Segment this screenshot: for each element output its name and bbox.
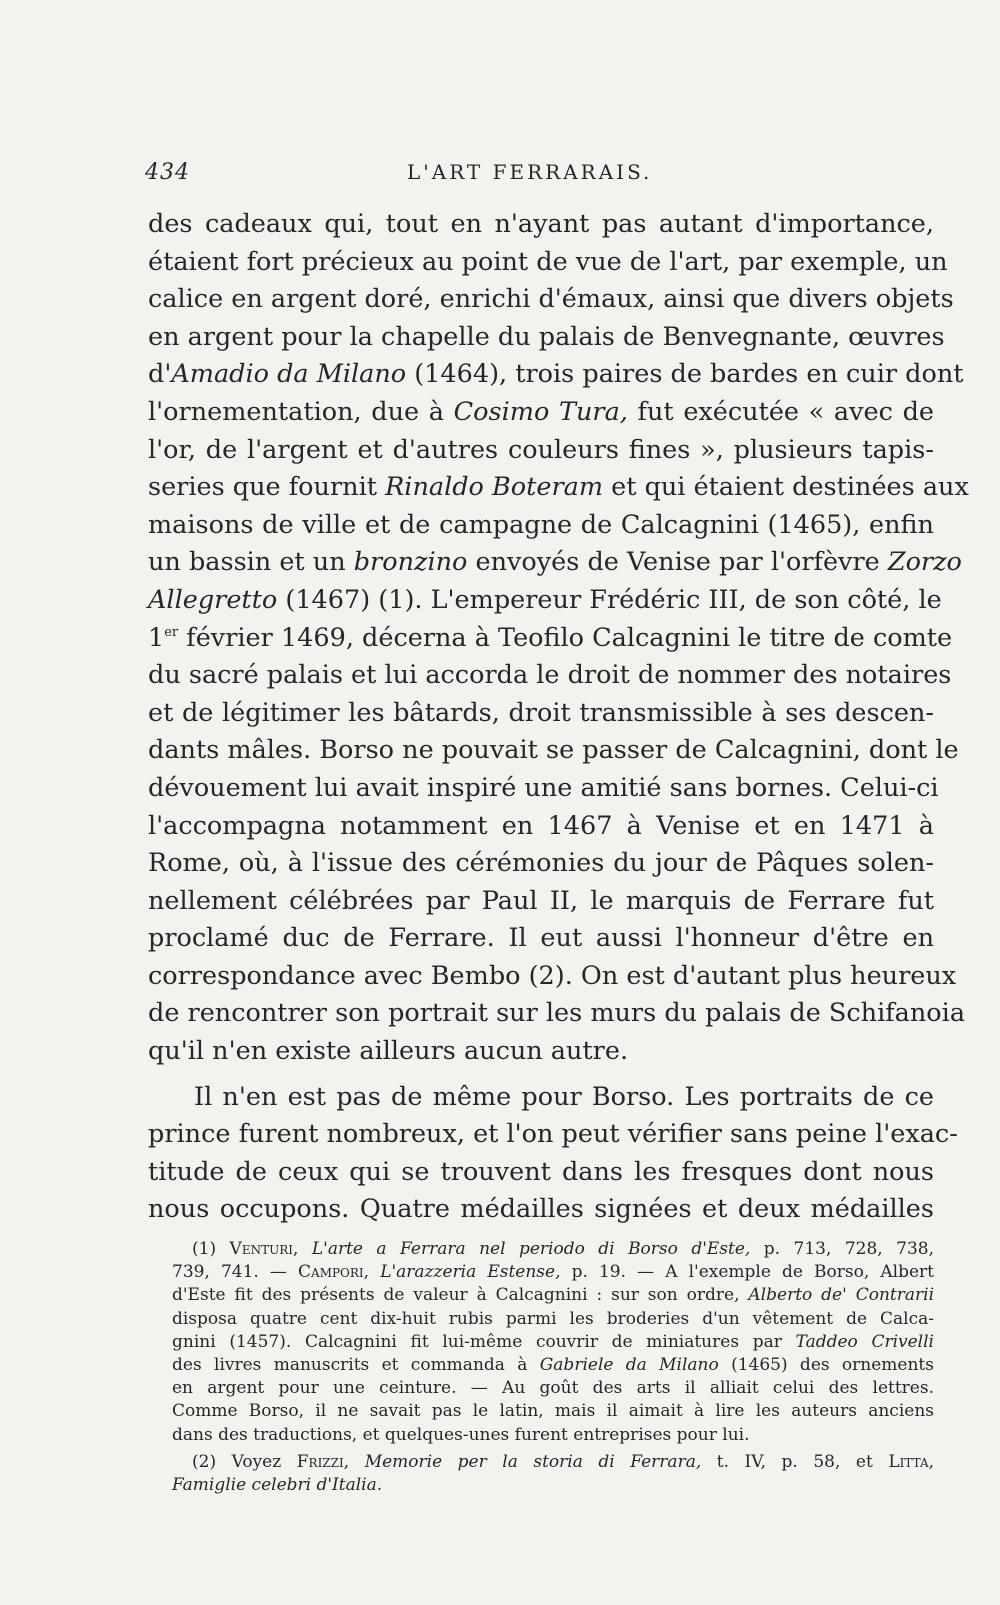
page-number: 434: [145, 160, 190, 185]
text-line: l'accompagna notamment en 1467 à Venise et en 1471 à: [148, 810, 934, 841]
running-title: L'ART FERRARAIS.: [407, 160, 653, 184]
footnote-line: des livres manuscrits et commanda à Gabriele da Milano (1465) des ornements: [172, 1355, 934, 1376]
main-text: [148, 206, 969, 1229]
footnote-line: (1) Venturi, L'arte a Ferrara nel periodo di Borso d'Este, p. 713, 728, 738,: [192, 1239, 935, 1259]
ordinal-suffix: er: [164, 624, 179, 640]
text-line: prince furent nombreux, et l'on peut vérifier sans peine l'exac-: [148, 1119, 958, 1150]
book-title: L'arazzeria Estense,: [380, 1262, 561, 1283]
text-line: maisons de ville et de campagne de Calcagnini (1465), enfin: [148, 509, 934, 540]
text-line: correspondance avec Bembo (2). On est d'autant plus heureux: [148, 960, 957, 991]
footnote-line: Comme Borso, il ne savait pas le latin, mais il aimait à lire les auteurs anciens: [172, 1401, 934, 1422]
footnote-line: [172, 1474, 934, 1497]
text-line: Allegretto (1467) (1). L'empereur Frédéric III, de son côté, le: [148, 584, 942, 615]
italic-name: Amadio da Milano: [171, 359, 407, 390]
text-line: étaient fort précieux au point de vue de l'art, par exemple, un: [148, 246, 948, 277]
text-line: dévouement lui avait inspiré une amitié sans bornes. Celui-ci: [148, 772, 939, 803]
text-line: de rencontrer son portrait sur les murs du palais de Schifanoia: [148, 998, 966, 1029]
book-title: Famiglie celebri d'Italia.: [172, 1475, 383, 1496]
text-line: du sacré palais et lui accorda le droit de nommer des notaires: [148, 660, 952, 691]
italic-name: Alberto de' Contrarii: [748, 1285, 935, 1306]
text-line: series que fournit Rinaldo Boteram et qui étaient destinées aux: [148, 472, 969, 503]
italic-name: Taddeo Crivelli: [795, 1331, 934, 1352]
text-line: nellement célébrées par Paul II, le marquis de Ferrare fut: [148, 885, 934, 916]
text-line: Rome, où, à l'issue des cérémonies du jour de Pâques solen-: [148, 848, 934, 879]
ordinal-number: 1: [148, 622, 165, 653]
author-name: Litta: [888, 1451, 929, 1472]
italic-name: Allegretto: [148, 584, 278, 615]
text-line: Il n'en est pas de même pour Borso. Les portraits de ce: [194, 1081, 934, 1112]
book-title: L'arte a Ferrara nel periodo di Borso d'Este,: [311, 1239, 751, 1259]
text-line: l'ornementation, due à Cosimo Tura, fut exécutée « avec de: [148, 396, 934, 427]
footnote-line: dans des traductions, et quelques-unes furent entreprises pour lui.: [172, 1424, 750, 1445]
page-header: [145, 160, 935, 190]
author-name: Frizzi: [296, 1451, 344, 1472]
italic-name: Gabriele da Milano: [539, 1355, 719, 1376]
book-title: Memorie per la storia di Ferrara,: [364, 1451, 702, 1472]
text-line: et de légitimer les bâtards, droit transmissible à ses descen-: [148, 697, 934, 728]
italic-name: Cosimo Tura,: [453, 396, 628, 427]
author-name: Venturi: [229, 1239, 293, 1259]
text-line: en argent pour la chapelle du palais de Benvegnante, œuvres: [148, 321, 945, 352]
footnote-line: (2) Voyez Frizzi, Memorie per la storia di Ferrara, t. IV, p. 58, et Litta,: [192, 1451, 935, 1472]
footnote-line: disposa quatre cent dix-huit rubis parmi les broderies d'un vêtement de Calca-: [172, 1308, 934, 1329]
text-line: des cadeaux qui, tout en n'ayant pas autant d'importance,: [148, 209, 934, 239]
footnote-line: gnini (1457). Calcagnini fit lui-même couvrir de miniatures par Taddeo Crivelli: [172, 1331, 934, 1352]
text-line: calice en argent doré, enrichi d'émaux, ainsi que divers objets: [148, 284, 954, 315]
footnote-line: 739, 741. — Campori, L'arazzeria Estense, p. 19. — A l'exemple de Borso, Albert: [172, 1262, 934, 1283]
author-name: Campori: [298, 1262, 364, 1283]
text-line: proclamé duc de Ferrare. Il eut aussi l'honneur d'être en: [148, 923, 934, 954]
text-line: dants mâles. Borso ne pouvait se passer de Calcagnini, dont le: [148, 735, 959, 766]
footnote-line: en argent pour une ceinture. — Au goût des arts il alliait celui des lettres.: [172, 1378, 934, 1399]
footnotes: [172, 1238, 934, 1497]
text-line: d'Amadio da Milano (1464), trois paires de bardes en cuir dont: [148, 359, 964, 390]
text-line: titude de ceux qui se trouvent dans les fresques dont nous: [148, 1156, 934, 1187]
italic-name: Zorzo: [887, 547, 962, 578]
text-line: nous occupons. Quatre médailles signées et deux médailles: [148, 1194, 934, 1225]
text-line: qu'il n'en existe ailleurs aucun autre.: [148, 1036, 629, 1067]
text-line: un bassin et un bronzino envoyés de Venise par l'orfèvre Zorzo: [148, 547, 962, 578]
italic-term: bronzino: [353, 547, 468, 578]
text-line: 1er février 1469, décerna à Teofilo Calcagnini le titre de comte: [148, 622, 953, 653]
text-line: l'or, de l'argent et d'autres couleurs fines », plusieurs tapis-: [148, 434, 934, 465]
footnote-line: d'Este fit des présents de valeur à Calcagnini : sur son ordre, Alberto de' Contrarii: [172, 1285, 935, 1306]
italic-name: Rinaldo Boteram: [385, 472, 604, 503]
